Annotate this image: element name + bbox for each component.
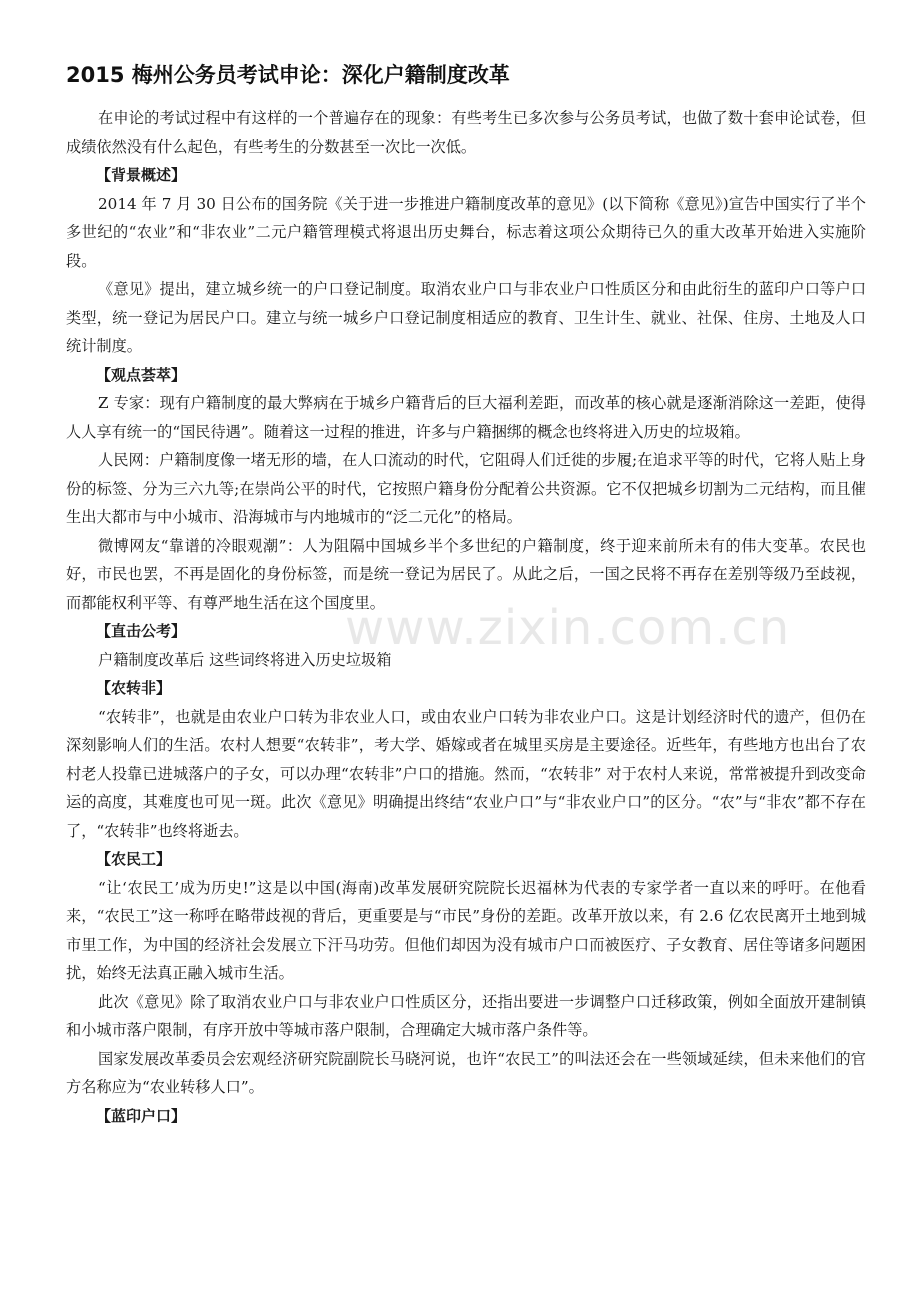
- section-heading-blue-stamp: 【蓝印户口】: [96, 1106, 187, 1125]
- paragraph: 户籍制度改革后 这些词终将进入历史垃圾箱: [98, 650, 392, 669]
- paragraph: 《意见》提出，建立城乡统一的户口登记制度。取消农业户口与非农业户口性质区分和由此衍生的蓝印户口等户口类型，统一登记为居民户口。建立与统一城乡户口登记制度相适应的教育、卫生计生、就业、社保、住房、土地及人口统计制度。: [66, 280, 866, 355]
- paragraph: 微博网友“靠谱的冷眼观潮”：人为阻隔中国城乡半个多世纪的户籍制度，终于迎来前所未有的伟大变革。农民也好，市民也罢，不再是固化的身份标签，而是统一登记为居民了。从此之后，一国之民将不再存在差别等级乃至歧视，而都能权利平等、有尊严地生活在这个国度里。: [66, 536, 866, 612]
- document-body: [66, 104, 866, 1130]
- intro-paragraph: 在申论的考试过程中有这样的一个普遍存在的现象：有些考生已多次参与公务员考试，也做了数十套申论试卷，但成绩依然没有什么起色，有些考生的分数甚至一次比一次低。: [66, 109, 866, 156]
- section-heading-migrant-workers: 【农民工】: [96, 850, 172, 868]
- document-page: [66, 60, 866, 1130]
- paragraph: 国家发展改革委员会宏观经济研究院副院长马晓河说，也许“农民工”的叫法还会在一些领域延续，但未来他们的官方名称应为“农业转移人口”。: [66, 1049, 866, 1096]
- section-heading-background: 【背景概述】: [96, 166, 187, 184]
- section-heading-opinions: 【观点荟萃】: [96, 365, 187, 384]
- section-heading-exam: 【直击公考】: [96, 622, 187, 640]
- paragraph: Z 专家：现有户籍制度的最大弊病在于城乡户籍背后的巨大福利差距，而改革的核心就是逐渐消除这一差距，使得人人享有统一的“国民待遇”。随着这一过程的推进，许多与户籍捆绑的概念也终将进入历史的垃圾箱。: [66, 394, 866, 441]
- document-title: 2015 梅州公务员考试申论：深化户籍制度改革: [66, 63, 510, 87]
- section-heading-nongzhuanfei: 【农转非】: [96, 679, 172, 697]
- paragraph: 此次《意见》除了取消农业户口与非农业户口性质区分，还指出要进一步调整户口迁移政策，例如全面放开建制镇和小城市落户限制，有序开放中等城市落户限制，合理确定大城市落户条件等。: [66, 992, 866, 1039]
- paragraph: 人民网：户籍制度像一堵无形的墙，在人口流动的时代，它阻碍人们迁徙的步履;在追求平等的时代，它将人贴上身份的标签、分为三六九等;在崇尚公平的时代，它按照户籍身份分配着公共资源。它不仅把城乡切割为二元结构，而且催生出大都市与中小城市、沿海城市与内地城市的“泛二元化”的格局。: [66, 451, 866, 526]
- paragraph: “农转非”，也就是由农业户口转为非农业人口，或由农业户口转为非农业户口。这是计划经济时代的遗产，但仍在深刻影响人们的生活。农村人想要“农转非”，考大学、婚嫁或者在城里买房是主要途径。近些年，有些地方也出台了农村老人投靠已进城落户的子女，可以办理“农转非”户口的措施。然而，“农转非” 对于农村人来说，常常被提升到改变命运的高度，其难度也可见一斑。此次《意见》明确提出终结“农业户口”与“非农业户口”的区分。“农”与“非农”都不存在了，“农转非”也终将逝去。: [66, 707, 866, 840]
- paragraph: 2014 年 7 月 30 日公布的国务院《关于进一步推进户籍制度改革的意见》(以下简称《意见》)宣告中国实行了半个多世纪的“农业”和“非农业”二元户籍管理模式将退出历史舞台，标志着这项公众期待已久的重大改革开始进入实施阶段。: [66, 194, 866, 270]
- paragraph: “让‘农民工’成为历史!”这是以中国(海南)改革发展研究院院长迟福林为代表的专家学者一直以来的呼吁。在他看来，“农民工”这一称呼在略带歧视的背后，更重要是与“市民”身份的差距。改革开放以来，有 2.6 亿农民离开土地到城市里工作，为中国的经济社会发展立下汗马功劳。但他们却因为没有城市户口而被医疗、子女教育、居住等诸多问题困扰，始终无法真正融入城市生活。: [66, 878, 866, 982]
- watermark-text: www.zixin.com.cn: [345, 600, 791, 656]
